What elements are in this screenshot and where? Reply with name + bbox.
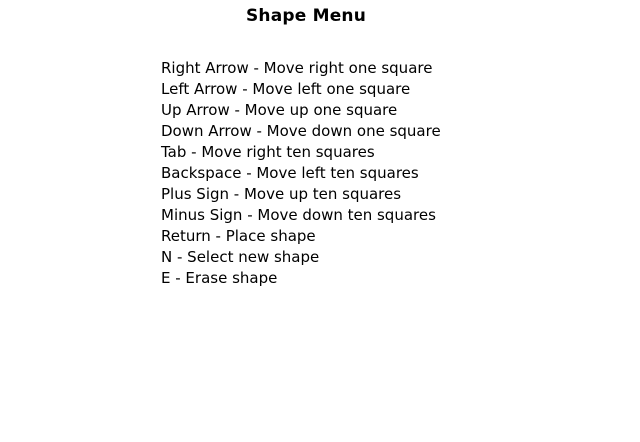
menu-item-return: Return - Place shape <box>161 227 316 245</box>
menu-list <box>161 58 441 289</box>
menu-item-up-arrow: Up Arrow - Move up one square <box>161 101 398 119</box>
menu-item-left-arrow: Left Arrow - Move left one square <box>161 80 411 98</box>
menu-item-e: E - Erase shape <box>161 269 278 287</box>
menu-title: Shape Menu <box>245 6 367 26</box>
menu-item-backspace: Backspace - Move left ten squares <box>161 164 419 182</box>
menu-item-down-arrow: Down Arrow - Move down one square <box>161 122 441 140</box>
menu-item-right-arrow: Right Arrow - Move right one square <box>161 59 433 77</box>
menu-item-plus-sign: Plus Sign - Move up ten squares <box>161 185 402 203</box>
menu-item-minus-sign: Minus Sign - Move down ten squares <box>161 206 436 224</box>
menu-item-tab: Tab - Move right ten squares <box>161 143 375 161</box>
menu-item-n: N - Select new shape <box>161 248 320 266</box>
